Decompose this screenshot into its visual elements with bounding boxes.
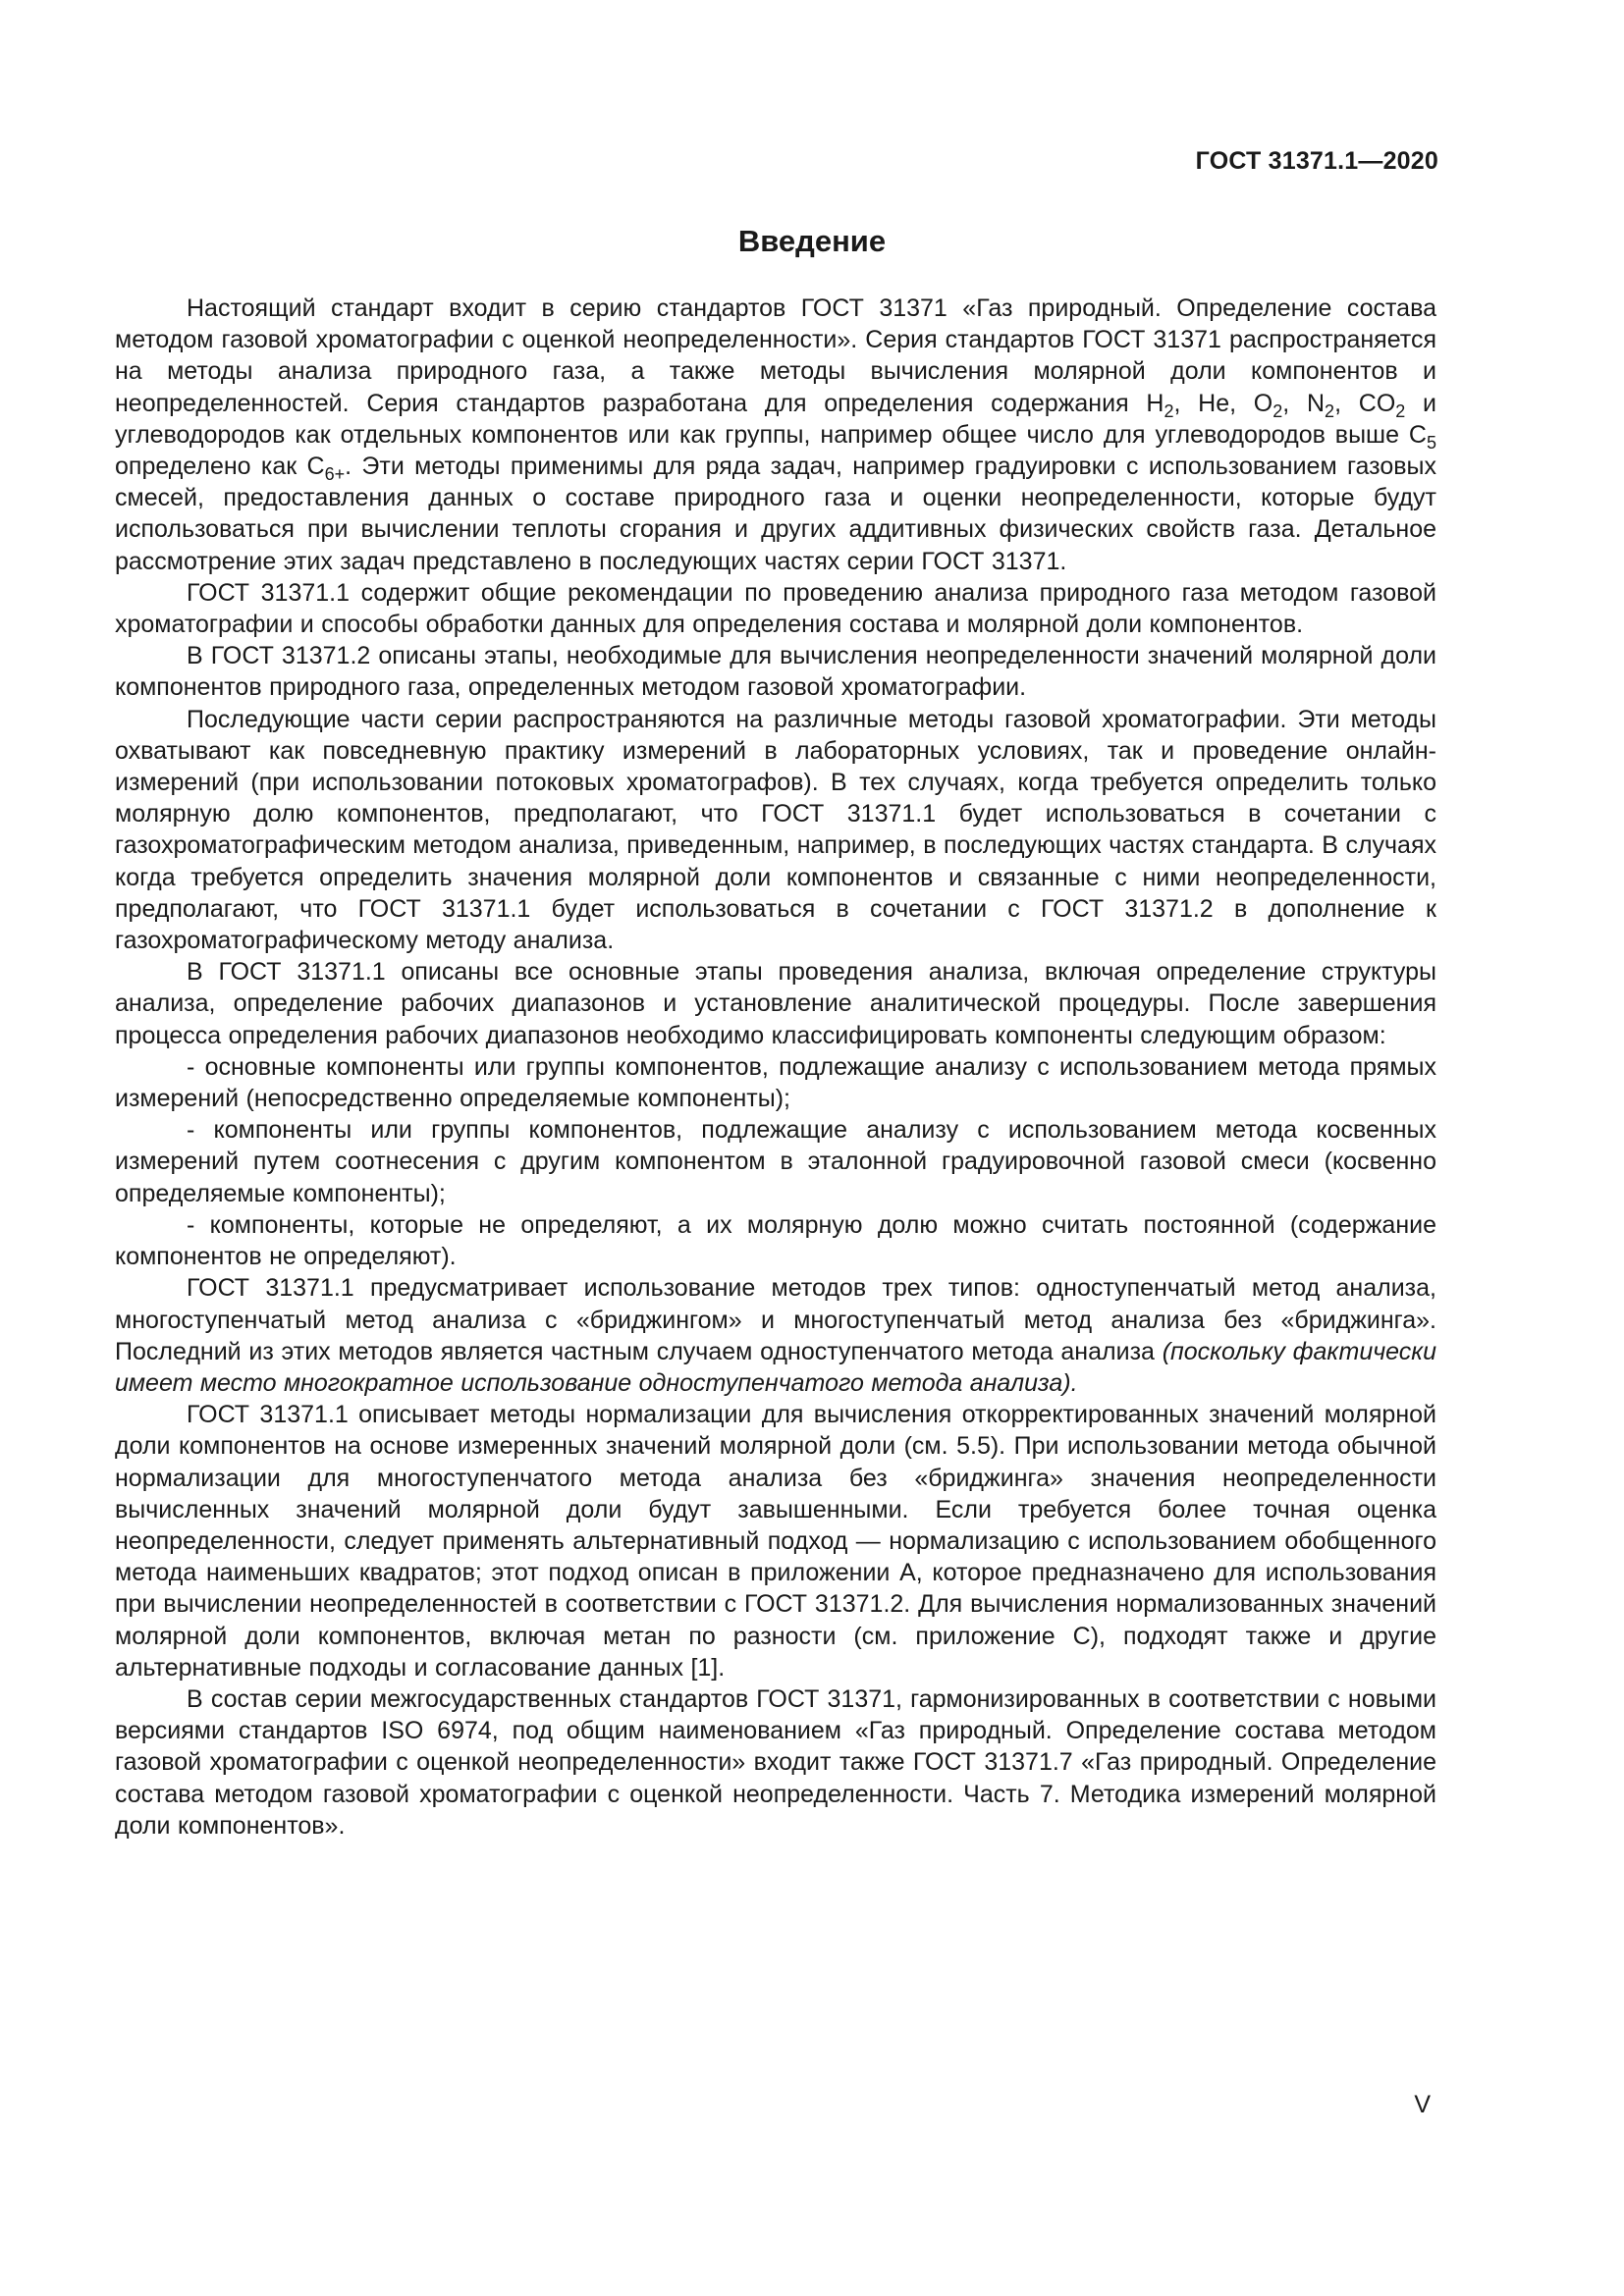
paragraph-general-recommendations: ГОСТ 31371.1 содержит общие рекомендации по проведению анализа природного газа методом газовой хроматографии и способы обработки данных для определения состава и молярной доли компонентов.: [115, 578, 1436, 639]
document-code: ГОСТ 31371.1—2020: [1195, 147, 1438, 175]
list-item-constant: - компоненты, которые не определяют, а их молярную долю можно считать постоянной (содержание компонентов не определяют).: [115, 1210, 1436, 1271]
list-item-direct: - основные компоненты или группы компонентов, подлежащие анализу с использованием метода прямых измерений (непосредственно определяемые компоненты);: [115, 1052, 1436, 1113]
subscript: 2: [1395, 400, 1406, 421]
paragraph-analysis-stages: В ГОСТ 31371.1 описаны все основные этапы проведения анализа, включая определение структуры анализа, определение рабочих диапазонов и установление аналитической процедуры. После завершения процесса определения рабочих диапазонов необходимо классифицировать компоненты следующим образом:: [115, 958, 1436, 1049]
subscript: 2: [1325, 400, 1335, 421]
subscript: 2: [1272, 400, 1283, 421]
paragraph-normalization: ГОСТ 31371.1 описывает методы нормализации для вычисления откорректированных значений молярной доли компонентов на основе измеренных значений молярной доли (см. 5.5). При использовании метода обычной нормализации для многоступенчатого метода анализа без «бриджинга» значения неопределенности вычисленных значений молярной доли будут завышенными. Если требуется более точная оценка неопределенности, следует применять альтернативный подход — нормализацию с использованием обобщенного метода наименьших квадратов; этот подход описан в приложении А, которое предназначено для использования при вычислении неопределенностей в соответствии с ГОСТ 31371.2. Для вычисления нормализованных значений молярной доли компонентов, включая метан по разности (см. приложение С), подходят также и другие альтернативные подходы и согласование данных [1].: [115, 1401, 1436, 1682]
text-run: и углеводородов как отдельных компонентов или как группы, например общее число для углеводородов выше С: [115, 389, 1436, 449]
page-number: V: [1414, 2091, 1431, 2118]
document-body: [115, 293, 1436, 1842]
section-title: Введение: [737, 224, 887, 258]
subscript: 5: [1426, 432, 1436, 453]
list-item-indirect: - компоненты или группы компонентов, подлежащие анализу с использованием метода косвенных измерений путем соотнесения с другим компонентом в эталонной градуировочной газовой смеси (косвенно определяемые компоненты);: [115, 1116, 1436, 1207]
subscript: 2: [1164, 400, 1174, 421]
italic-text: (поскольку фактически имеет место многократное использование одноступенчатого метода анализа).: [115, 1337, 1437, 1397]
subscript: 6+: [324, 464, 346, 485]
paragraph-series-composition: В состав серии межгосударственных стандартов ГОСТ 31371, гармонизированных в соответствии с новыми версиями стандартов ISO 6974, под общим наименованием «Газ природный. Определение состава методом газовой хроматографии с оценкой неопределенности» входит также ГОСТ 31371.7 «Газ природный. Определение состава методом газовой хроматографии с оценкой неопределенности. Часть 7. Методика измерений молярной доли компонентов».: [115, 1684, 1436, 1840]
text-run: , N: [1282, 389, 1326, 417]
paragraph-uncertainty-stages: В ГОСТ 31371.2 описаны этапы, необходимые для вычисления неопределенности значений молярной доли компонентов природного газа, определенных методом газовой хроматографии.: [115, 642, 1436, 702]
paragraph-intro: [115, 293, 1436, 577]
text-run: , He, O: [1173, 389, 1273, 417]
text-run: Настоящий стандарт входит в серию стандартов ГОСТ 31371 «Газ природный. Определение состава методом газовой хроматографии с оценкой неопределенности». Серия стандартов ГОСТ 31371 распространяется на методы анализа природного газа, а также методы вычисления молярной доли компонентов и неопределенностей. Серия стандартов разработана для определения содержания H: [115, 294, 1436, 417]
paragraph-subsequent-parts: Последующие части серии распространяются на различные методы газовой хроматографии. Эти методы охватывают как повседневную практику измерений в лабораторных условиях, так и проведение онлайн-измерений (при использовании потоковых хроматографов). В тех случаях, когда требуется определить только молярную долю компонентов, предполагают, что ГОСТ 31371.1 будет использоваться в сочетании с газохроматографическим методом анализа, приведенным, например, в последующих частях стандарта. В случаях когда требуется определить значения молярной доли компонентов и связанные с ними неопределенности, предполагают, что ГОСТ 31371.1 будет использоваться в сочетании с ГОСТ 31371.2 в дополнение к газохроматографическому методу анализа.: [115, 705, 1436, 955]
text-run: определено как С: [115, 453, 325, 481]
text-run: , CO: [1334, 389, 1396, 417]
text-run: ГОСТ 31371.1 предусматривает использование методов трех типов: одноступенчатый метод анализа, многоступенчатый метод анализа с «бриджингом» и многоступенчатый метод анализа без «бриджинга». Последний из этих методов является частным случаем одноступенчатого метода анализа: [115, 1274, 1436, 1365]
paragraph-method-types: [115, 1272, 1436, 1399]
text-run: . Эти методы применимы для ряда задач, например градуировки с использованием газовых смесей, предоставления данных о составе природного газа и оценки неопределенности, которые будут использоваться при вычислении теплоты сгорания и других аддитивных физических свойств газа. Детальное рассмотрение этих задач представлено в последующих частях серии ГОСТ 31371.: [115, 453, 1436, 575]
